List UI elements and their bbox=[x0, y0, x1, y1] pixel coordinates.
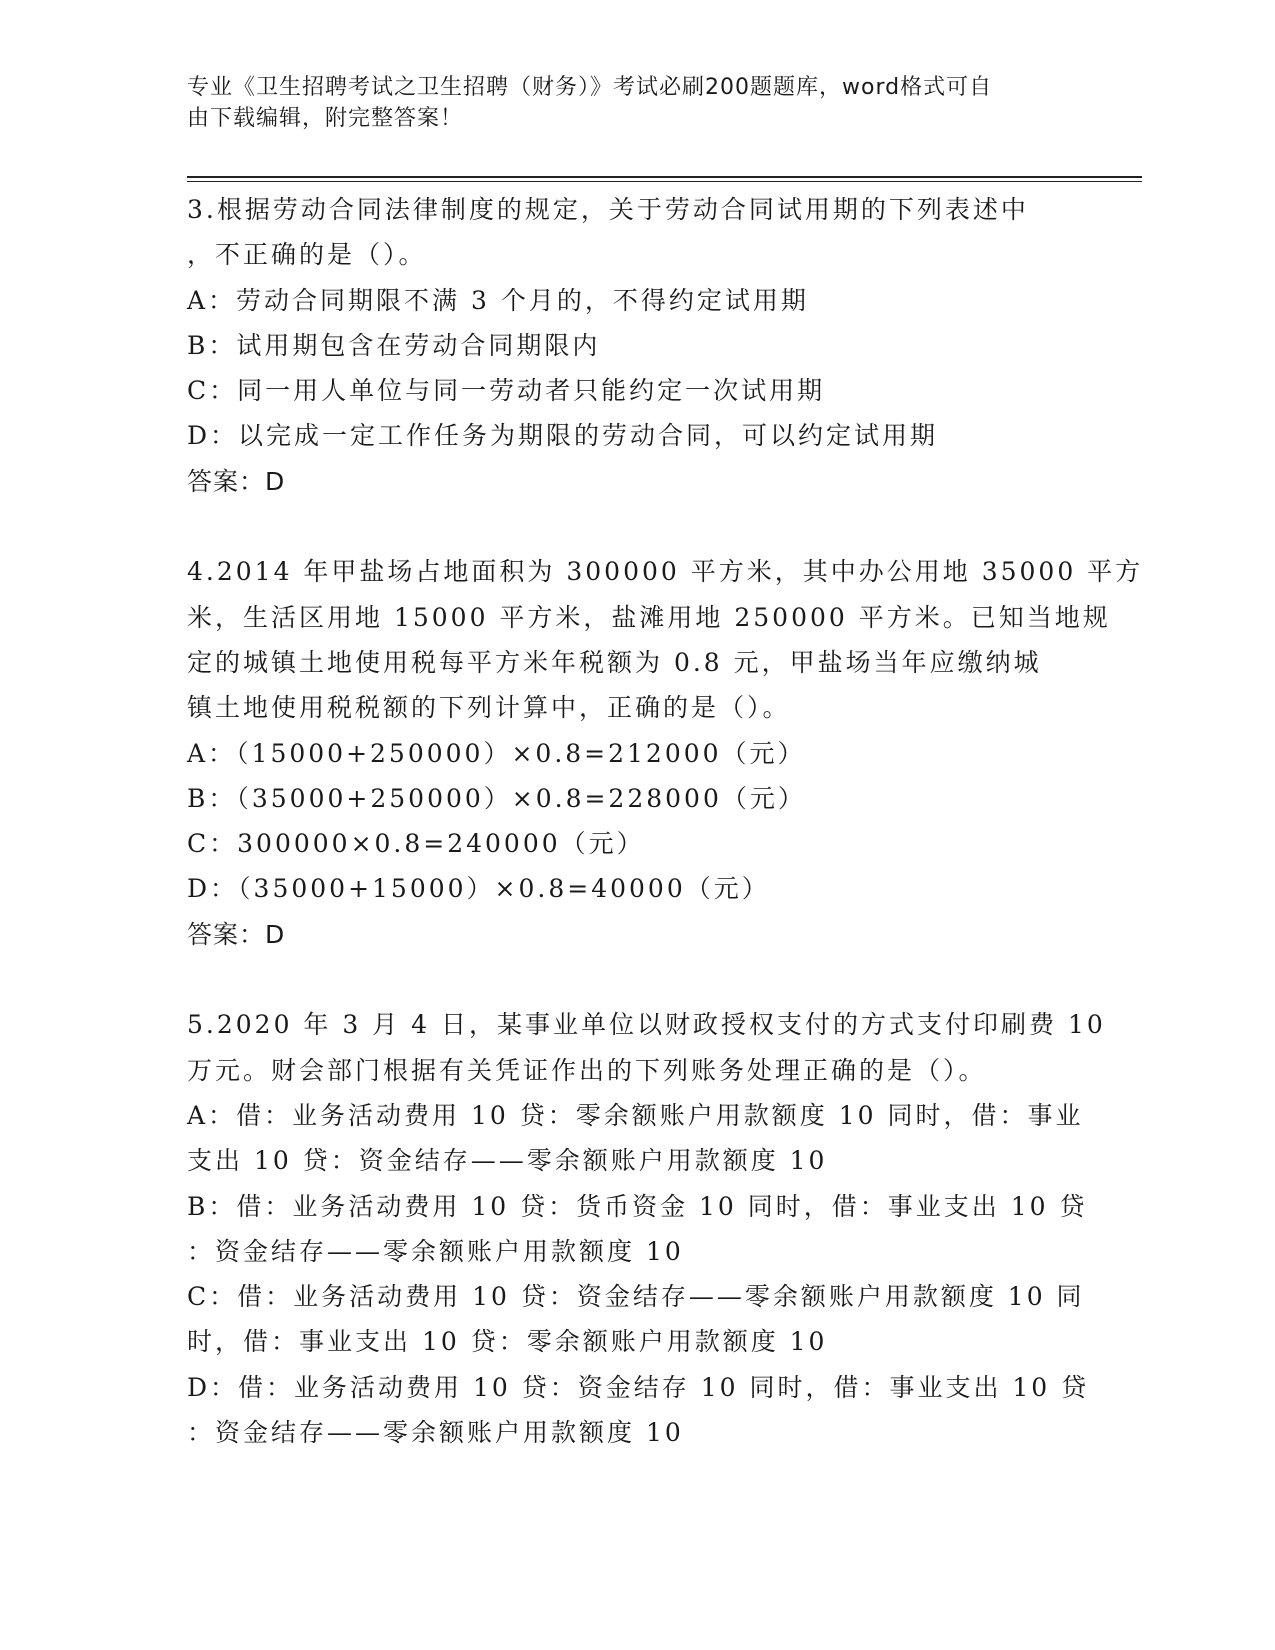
header-line: 专业《卫生招聘考试之卫生招聘（财务）》考试必刷200题题库，word格式可自 bbox=[187, 75, 993, 100]
option-c: C：同一用人单位与同一劳动者只能约定一次试用期 bbox=[187, 376, 826, 406]
option-c-continued: 时，借：事业支出 10 贷：零余额账户用款额度 10 bbox=[187, 1327, 828, 1357]
option-a: A：劳动合同期限不满 3 个月的，不得约定试用期 bbox=[187, 285, 809, 315]
option-d: D：以完成一定工作任务为期限的劳动合同，可以约定试用期 bbox=[187, 421, 939, 451]
option-a-continued: 支出 10 贷：资金结存——零余额账户用款额度 10 bbox=[187, 1146, 828, 1176]
header-divider-thin bbox=[187, 181, 1142, 182]
answer-line: 答案：D bbox=[187, 466, 286, 496]
question-block bbox=[187, 1002, 1106, 1455]
question-block bbox=[187, 549, 1144, 957]
option-b: B：借：业务活动费用 10 贷：货币资金 10 同时，借：事业支出 10 贷 bbox=[187, 1191, 1088, 1221]
option-d: D：借：业务活动费用 10 贷：资金结存 10 同时，借：事业支出 10 贷 bbox=[187, 1372, 1090, 1402]
question-block bbox=[187, 187, 1067, 504]
question-list bbox=[187, 187, 1144, 1455]
question-stem-line: 定的城镇土地使用税每平方米年税额为 0.8 元，甲盐场当年应缴纳城 bbox=[187, 647, 1042, 677]
option-b-continued: ：资金结存——零余额账户用款额度 10 bbox=[187, 1236, 684, 1266]
header-line: 由下载编辑，附完整答案！ bbox=[187, 106, 464, 131]
option-d-continued: ：资金结存——零余额账户用款额度 10 bbox=[187, 1418, 684, 1448]
option-c: C：300000×0.8=240000（元） bbox=[187, 829, 645, 859]
question-spacer bbox=[187, 504, 1067, 549]
document-header bbox=[187, 72, 1067, 134]
option-b: B：试用期包含在劳动合同期限内 bbox=[187, 330, 601, 360]
option-c: C：借：业务活动费用 10 贷：资金结存——零余额账户用款额度 10 同 bbox=[187, 1282, 1085, 1312]
option-a: A：借：业务活动费用 10 贷：零余额账户用款额度 10 同时，借：事业 bbox=[187, 1100, 1084, 1130]
option-d: D：（35000+15000）×0.8=40000（元） bbox=[187, 874, 770, 904]
question-stem-line: 4.2014 年甲盐场占地面积为 300000 平方米，其中办公用地 35000 平方 bbox=[187, 557, 1144, 587]
question-stem-line: 万元。财会部门根据有关凭证作出的下列账务处理正确的是（）。 bbox=[187, 1055, 987, 1085]
option-b: B：（35000+250000）×0.8=228000（元） bbox=[187, 783, 806, 813]
question-spacer bbox=[187, 957, 1067, 1002]
answer-line: 答案：D bbox=[187, 919, 286, 949]
question-stem-line: 米，生活区用地 15000 平方米，盐滩用地 250000 平方米。已知当地规 bbox=[187, 602, 1111, 632]
question-stem-line: ，不正确的是（）。 bbox=[187, 240, 427, 270]
question-stem-line: 镇土地使用税税额的下列计算中，正确的是（）。 bbox=[187, 693, 791, 723]
header-divider-thick bbox=[187, 176, 1142, 178]
question-stem-line: 5.2020 年 3 月 4 日，某事业单位以财政授权支付的方式支付印刷费 10 bbox=[187, 1010, 1106, 1040]
option-a: A：（15000+250000）×0.8=212000（元） bbox=[187, 738, 806, 768]
question-stem-line: 3.根据劳动合同法律制度的规定，关于劳动合同试用期的下列表述中 bbox=[187, 195, 1029, 224]
